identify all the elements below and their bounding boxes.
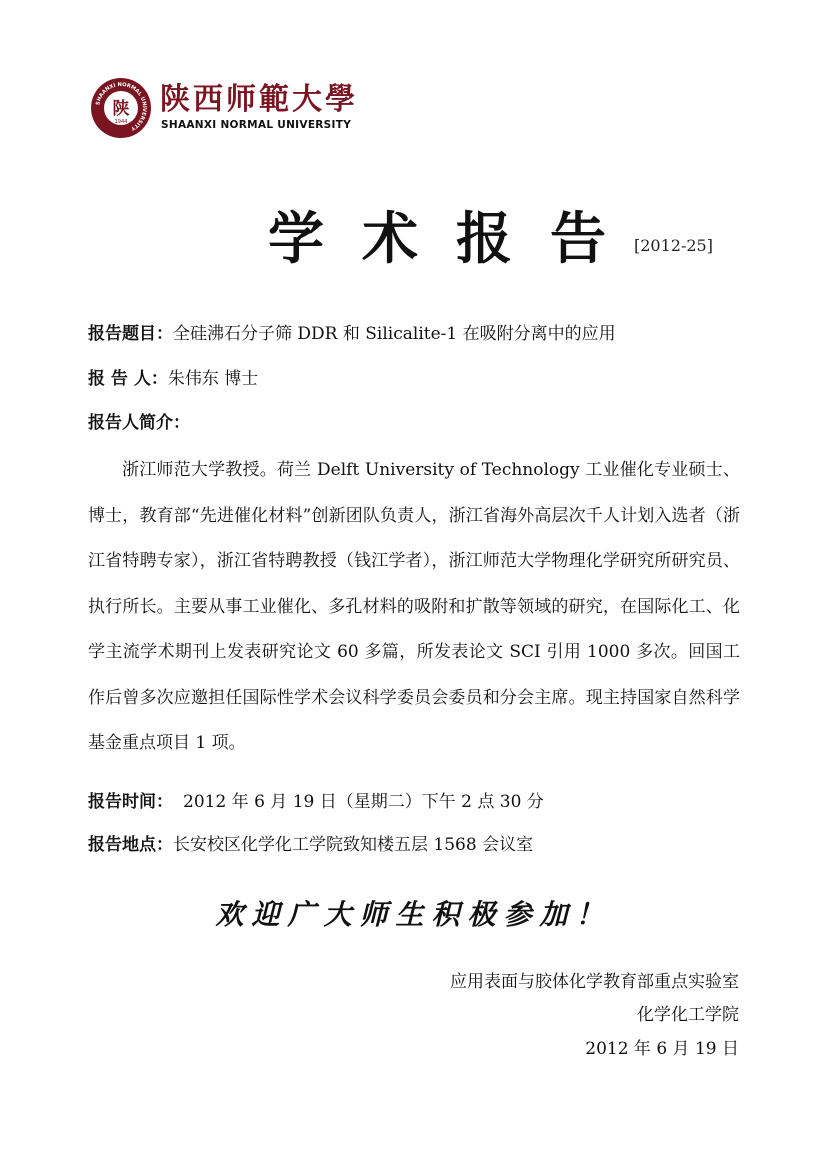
welcome-message: 欢迎广大师生积极参加！ <box>215 898 612 931</box>
signature-lab: 应用表面与胶体化学教育部重点实验室 <box>450 972 739 992</box>
place-label: 报告地点： <box>88 835 173 855</box>
document-title: 学术报告 <box>268 206 644 272</box>
signature-college: 化学化工学院 <box>637 1005 739 1025</box>
speaker-row <box>88 367 258 391</box>
seal-year: 1944 <box>114 119 128 125</box>
document-number: [2012-25] <box>634 236 713 255</box>
seal-character: 陕 <box>112 99 130 119</box>
university-name-english: SHAANXI NORMAL UNIVERSITY <box>161 119 352 131</box>
topic-label: 报告题目： <box>88 324 173 344</box>
place-value: 长安校区化学化工学院致知楼五层 1568 会议室 <box>173 835 534 855</box>
university-name-chinese: 陕西师範大學 <box>160 82 358 117</box>
speaker-value: 朱伟东 博士 <box>167 369 259 389</box>
speaker-label: 报 告 人： <box>88 369 168 389</box>
seal-ring-text: SHAANXI NORMAL UNIVERSITY <box>95 81 148 132</box>
time-row <box>88 790 544 814</box>
bio-heading-row <box>88 411 190 435</box>
university-logo <box>90 77 358 139</box>
topic-value: 全硅沸石分子筛 DDR 和 Silicalite-1 在吸附分离中的应用 <box>173 324 616 344</box>
bio-label: 报告人简介： <box>88 413 190 433</box>
topic-row <box>88 322 616 346</box>
time-label: 报告时间： <box>88 792 173 812</box>
place-row <box>88 833 533 857</box>
signature-date: 2012 年 6 月 19 日 <box>585 1039 739 1059</box>
speaker-bio: 浙江师范大学教授。荷兰 Delft University of Technology 工业催化专业硕士、博士，教育部“先进催化材料”创新团队负责人，浙江省海外高层次千人计划入选者（浙江省特聘专家），浙江省特聘教授（钱江学者），浙江师范大学物理化学研究所研究员、执行所长。主要从事工业催化、多孔材料的吸附和扩散等领域的研究，在国际化工、化学主流学术期刊上发表研究论文 60 多篇，所发表论文 SCI 引用 1000 多次。回国工作后曾多次应邀担任国际性学术会议科学委员会委员和分会主席。现主持国家自然科学基金重点项目 1 项。 <box>88 460 740 753</box>
university-seal-icon <box>90 77 152 139</box>
time-value: 2012 年 6 月 19 日（星期二）下午 2 点 30 分 <box>183 792 544 812</box>
